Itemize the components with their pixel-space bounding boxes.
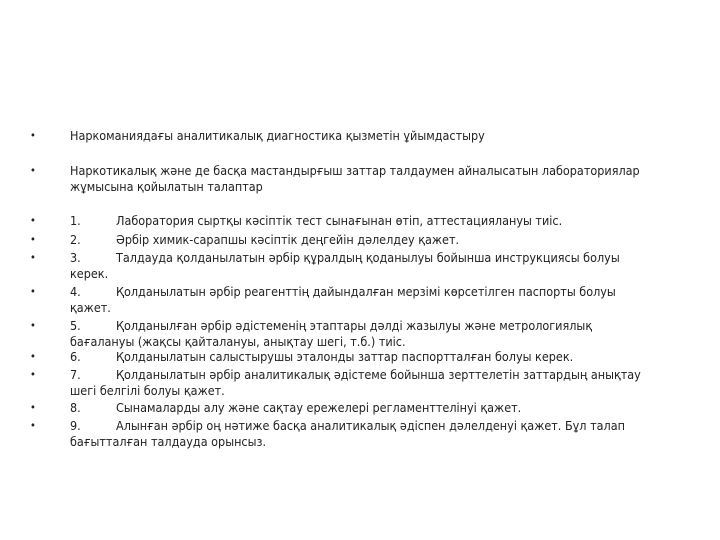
requirement-line: Қолданылатын әрбір аналитикалық әдістеме бойынша зерттелетін заттардың анықтау — [116, 367, 641, 382]
bullet-icon: • — [30, 214, 36, 227]
requirement-line: Қолданылатын салыстырушы эталонды заттар паспортталған болуы керек. — [116, 349, 574, 364]
requirement-text — [70, 284, 670, 316]
requirement-number: 7. — [70, 367, 81, 382]
requirement-line: Сынамаларды алу және сақтау ережелері регламенттелінуі қажет. — [116, 400, 522, 415]
requirement-number: 3. — [70, 250, 81, 265]
requirement-continuation: бағытталған талдауда орынсыз. — [70, 434, 267, 449]
requirement-number: 5. — [70, 318, 81, 333]
requirement-text — [70, 367, 670, 399]
bullet-icon: • — [30, 350, 36, 363]
requirement-line: Алынған әрбір оң нәтиже басқа аналитикалық әдіспен дәлелденуі қажет. Бұл талап — [116, 418, 625, 433]
requirement-line: Қолданылатын әрбір реагенттің дайындалған мерзімі көрсетілген паспорты болуы — [116, 284, 616, 299]
requirement-continuation: керек. — [70, 266, 109, 281]
requirement-number: 9. — [70, 418, 81, 433]
requirement-line: Қолданылған әрбір әдістеменің этаптары дәлді жазылуы және метрологиялық — [116, 318, 593, 333]
bullet-icon: • — [30, 251, 36, 264]
bullet-icon: • — [30, 129, 36, 142]
bullet-icon: • — [30, 401, 36, 414]
bullet-icon: • — [30, 285, 36, 298]
requirement-text — [70, 250, 670, 282]
intro-line: Наркотикалық және де басқа мастандырғыш заттар талдаумен айналысатын лабораториялар — [70, 163, 640, 178]
requirement-text — [70, 213, 670, 229]
intro-line: Наркоманиядағы аналитикалық диагностика қызметін ұйымдастыру — [70, 128, 485, 143]
requirement-text — [70, 418, 670, 450]
bullet-icon: • — [30, 164, 36, 177]
requirement-number: 6. — [70, 349, 81, 364]
requirement-continuation: қажет. — [70, 300, 111, 315]
requirement-line: Лаборатория сыртқы кәсіптік тест сынағынан өтіп, аттестациялануы тиіс. — [116, 213, 563, 228]
intro-line: жұмысына қойылатын талаптар — [70, 179, 263, 194]
requirement-number: 8. — [70, 400, 81, 415]
requirement-number: 4. — [70, 284, 81, 299]
intro-text — [70, 163, 670, 195]
requirement-text — [70, 318, 670, 350]
requirement-line: Әрбір химик-сарапшы кәсіптік деңгейін дәлелдеу қажет. — [116, 232, 460, 247]
intro-text — [70, 128, 670, 144]
requirement-text — [70, 232, 670, 248]
requirement-number: 2. — [70, 232, 81, 247]
requirement-text — [70, 400, 670, 416]
bullet-icon: • — [30, 419, 36, 432]
bullet-icon: • — [30, 233, 36, 246]
bullet-icon: • — [30, 319, 36, 332]
requirement-continuation: бағалануы (жақсы қайталануы, анықтау шегі, т.б.) тиіс. — [70, 334, 406, 349]
requirement-number: 1. — [70, 213, 81, 228]
requirement-continuation: шегі белгілі болуы қажет. — [70, 383, 225, 398]
requirement-line: Талдауда қолданылатын әрбір құралдың қоданылуы бойынша инструкциясы болуы — [116, 250, 620, 265]
requirement-text — [70, 349, 670, 365]
bullet-icon: • — [30, 368, 36, 381]
